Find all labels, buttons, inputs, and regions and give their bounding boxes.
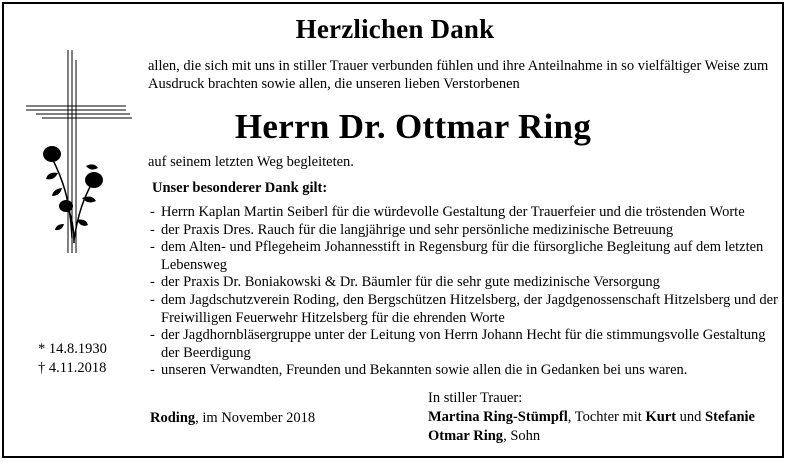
place-date-text: , im November 2018 xyxy=(195,410,316,426)
mourners-block xyxy=(428,389,755,446)
after-name-text: auf seinem letzten Weg begleiteten. xyxy=(148,154,354,170)
mourner-child-name: Stefanie xyxy=(705,409,755,425)
mourner-conjunction: und xyxy=(676,409,706,425)
place-date xyxy=(150,410,315,427)
mourner-name: Otmar Ring xyxy=(428,428,504,444)
mourner-name: Martina Ring-Stümpfl xyxy=(428,409,568,425)
notice-title: Herzlichen Dank xyxy=(295,14,495,44)
thanks-item: - dem Jagdschutzverein Roding, den Bergschützen Hitzelsberg, der Jagdgenossenschaft Hitzelsberg und der Freiwilligen Feuerwehr Hitzelsberg für die ehrenden Worte xyxy=(148,292,778,327)
thanks-item: - unseren Verwandten, Freunden und Bekannten sowie allen die in Gedanken bei uns waren. xyxy=(148,362,778,380)
birth-date: * 14.8.1930 xyxy=(38,341,107,357)
mourning-heading: In stiller Trauer: xyxy=(428,390,523,406)
mourner-line-2 xyxy=(428,427,755,446)
thanks-item: - der Praxis Dr. Boniakowski & Dr. Bäumler für die sehr gute medizinische Versorgung xyxy=(148,274,778,292)
mourner-child-name: Kurt xyxy=(645,409,677,425)
life-dates xyxy=(38,340,107,378)
mourner-line-1 xyxy=(428,408,755,427)
death-date: † 4.11.2018 xyxy=(38,360,107,376)
mourner-relation: , Tochter mit xyxy=(567,409,646,425)
thanks-item: - Herrn Kaplan Martin Seiberl für die würdevolle Gestaltung der Trauerfeier und die tröstenden Worte xyxy=(148,204,778,222)
thanks-heading: Unser besonderer Dank gilt: xyxy=(152,180,328,196)
thanks-list xyxy=(148,204,778,380)
thanks-item: - der Praxis Dres. Rauch für die langjährige und sehr persönliche medizinische Betreuung xyxy=(148,222,778,240)
deceased-name: Herrn Dr. Ottmar Ring xyxy=(234,107,592,146)
thanks-item: - der Jagdhornbläsergruppe unter der Leitung von Herrn Johann Hecht für die stimmungsvolle Gestaltung der Beerdigung xyxy=(148,327,778,362)
intro-text: allen, die sich mit uns in stiller Trauer verbunden fühlen und ihre Anteilnahme in so vielfältiger Weise zum Ausdruck brachten sowie allen, die unseren lieben Verstorbenen xyxy=(148,58,769,92)
place-name: Roding xyxy=(150,410,196,426)
cross-with-roses-icon xyxy=(22,48,134,258)
mourner-relation: , Sohn xyxy=(503,428,541,444)
thanks-item: - dem Alten- und Pflegeheim Johannesstift in Regensburg für die fürsorgliche Begleitung auf dem letzten Lebensweg xyxy=(148,239,778,274)
